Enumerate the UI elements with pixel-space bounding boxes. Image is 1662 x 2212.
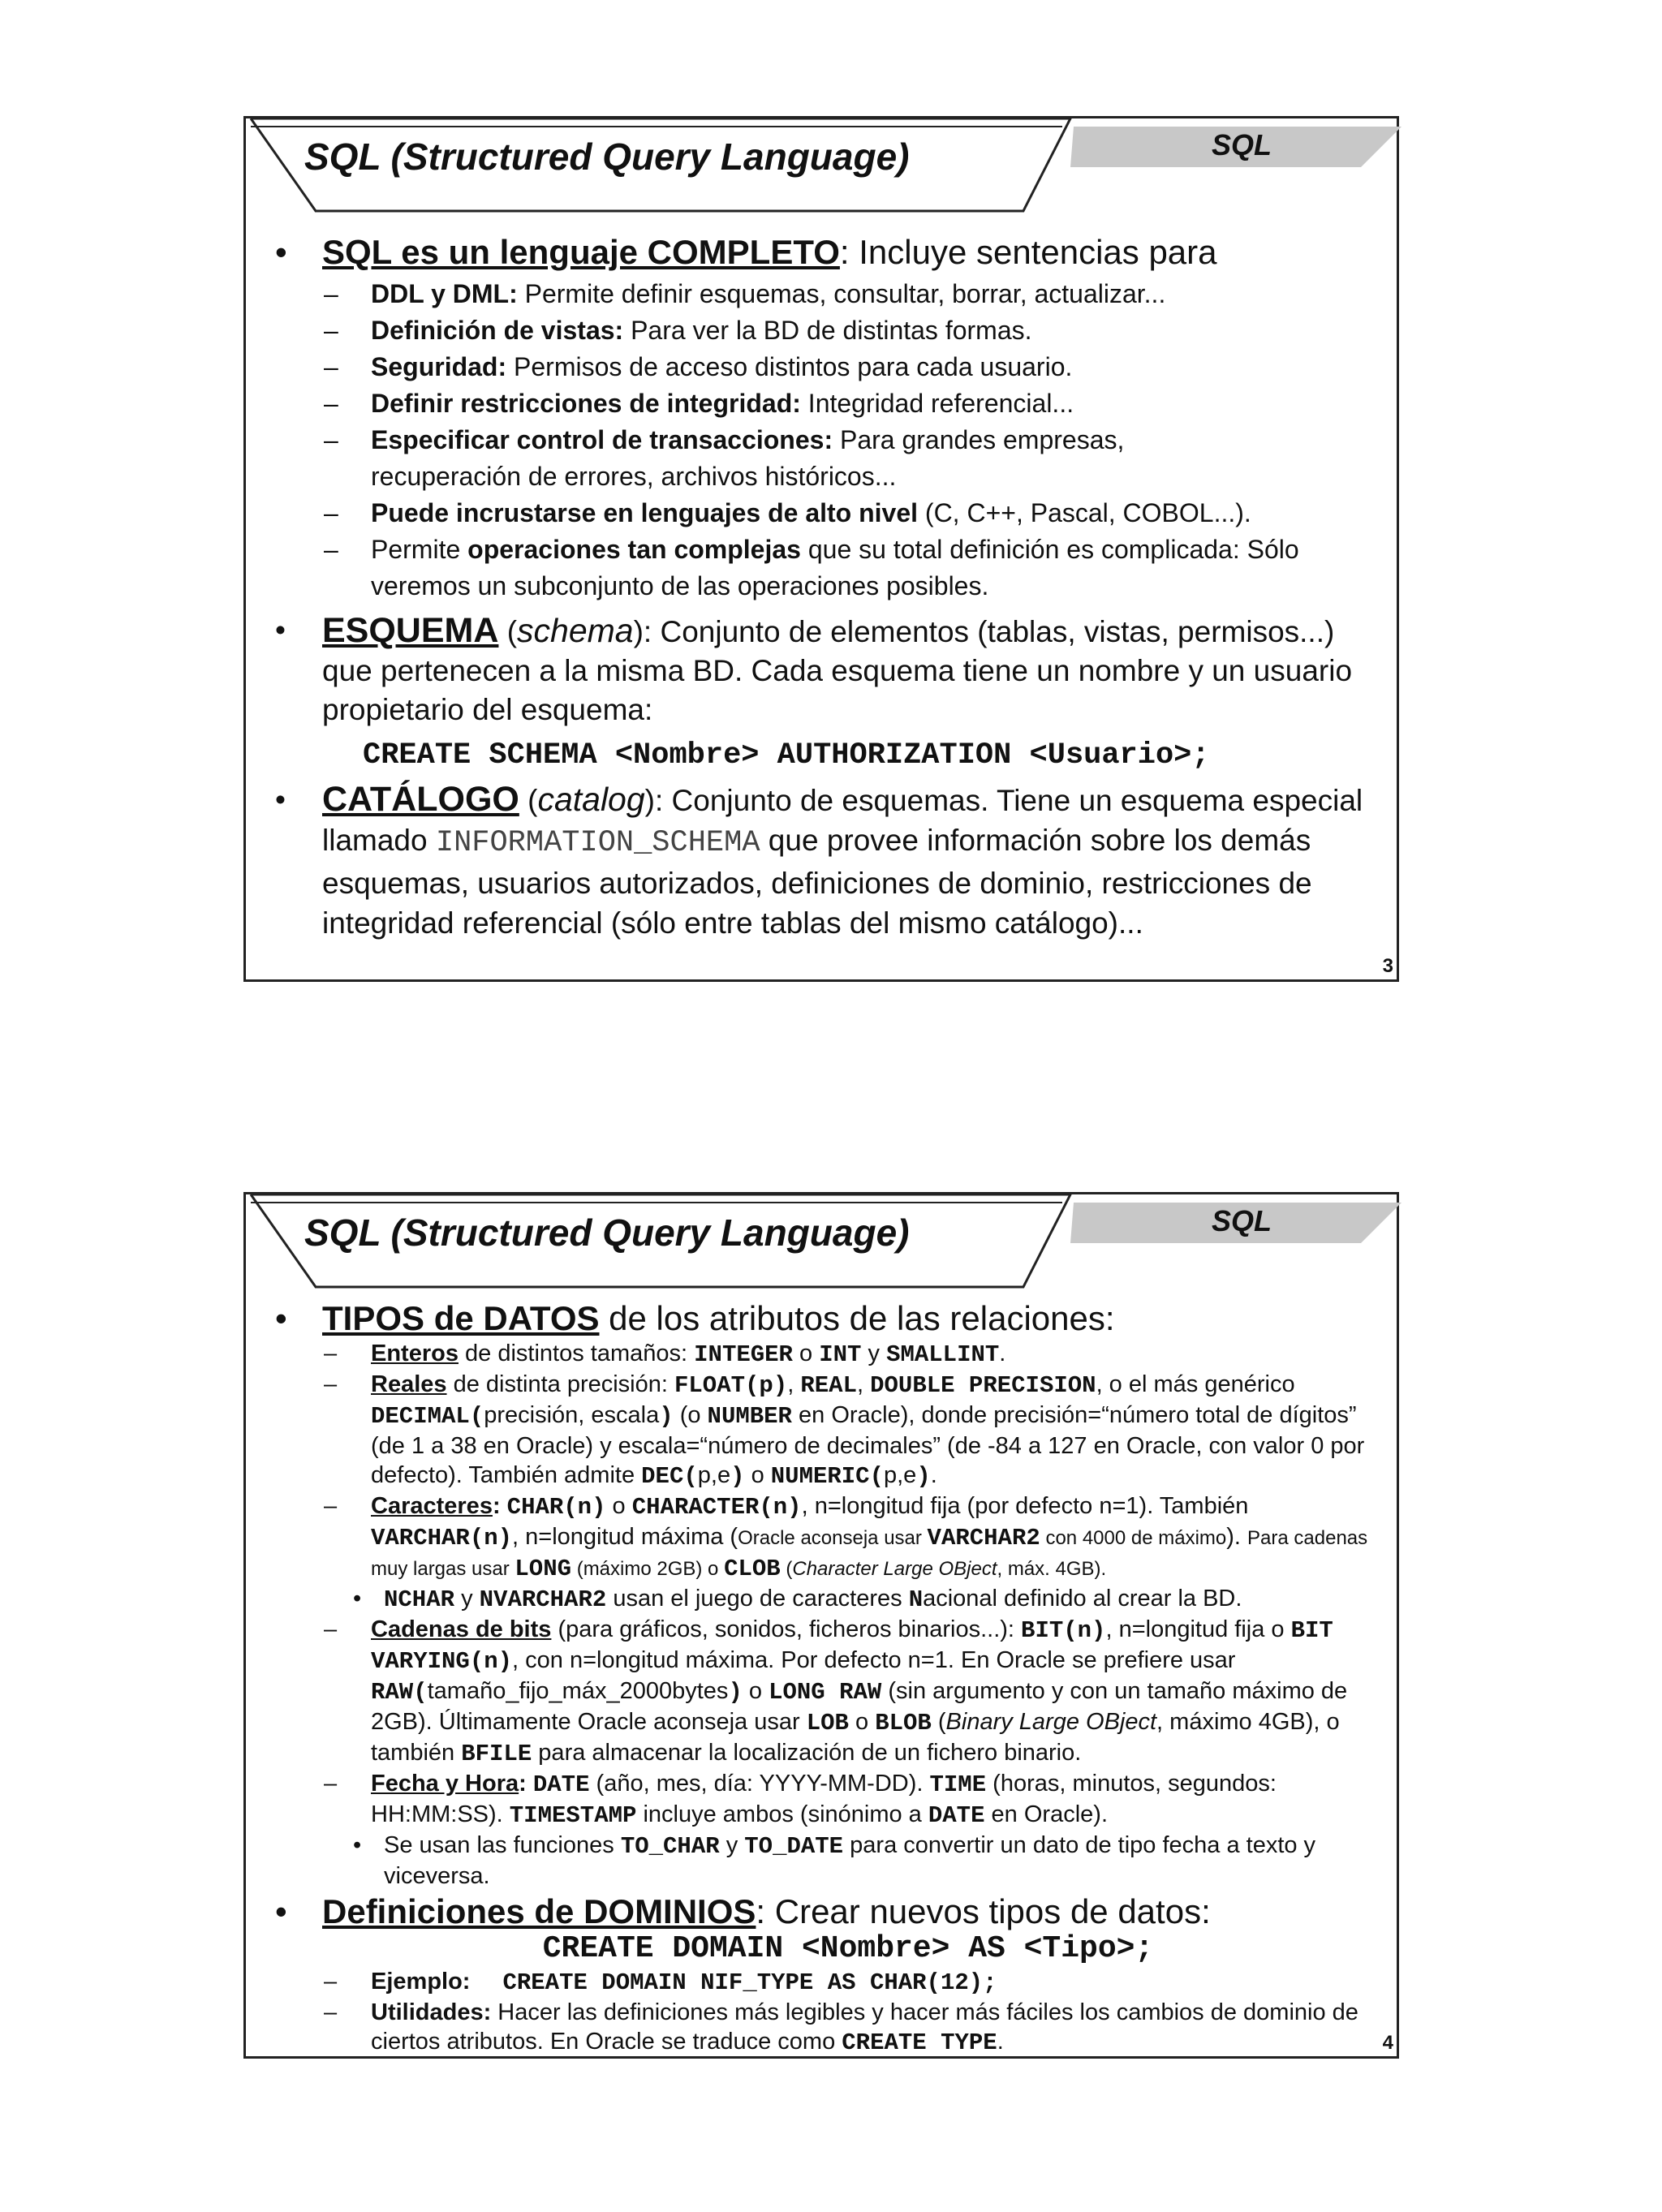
sublist-dominios bbox=[324, 1967, 1372, 2058]
slide-header bbox=[246, 118, 1402, 216]
list-item: – Caracteres: CHAR(n) o CHARACTER(n), n=longitud fija (por defecto n=1). También VARCHAR(n), n=longitud máxima (Oracle aconseja usar VARCHAR2 con 4000 de máximo). Para cadenas muy largas usar LONG (máximo 2GB) o CLOB (Character Large OBject, máx. 4GB). bbox=[324, 1493, 1368, 1582]
sub-list-item: • NCHAR y NVARCHAR2 usan el juego de caracteres Nacional definido al crear la BD. bbox=[353, 1586, 1242, 1613]
bullet-tipos-datos: • TIPOS de DATOS de los atributos de las relaciones: bbox=[275, 1299, 1115, 1337]
slide-header bbox=[246, 1194, 1402, 1292]
sublist-sentencias bbox=[324, 276, 1372, 605]
list-item: – Ejemplo: CREATE DOMAIN NIF_TYPE AS CHAR(12); bbox=[324, 1969, 997, 1996]
page-number: 3 bbox=[1382, 955, 1393, 977]
list-item: – Cadenas de bits (para gráficos, sonidos, ficheros binarios...): BIT(n), n=longitud fija o BIT VARYING(n), con n=longitud máxima. Por defecto n=1. En Oracle se prefiere usar RAW(tamaño_fijo_máx_2000bytes) o LONG RAW (sin argumento y con un tamaño máximo de 2GB). Últimamente Oracle aconseja usar LOB o BLOB (Binary Large OBject, máximo 4GB), o también BFILE para almacenar la localización de un fichero binario. bbox=[324, 1616, 1348, 1767]
code-create-schema: CREATE SCHEMA <Nombre> AUTHORIZATION <Usuario>; bbox=[363, 738, 1210, 772]
list-item: – Utilidades: Hacer las definiciones más legibles y hacer más fáciles los cambios de dominio de ciertos atributos. En Oracle se traduce como CREATE TYPE. bbox=[324, 1999, 1358, 2056]
sub-list-item: • Se usan las funciones TO_CHAR y TO_DATE para convertir un dato de tipo fecha a texto y viceversa. bbox=[353, 1832, 1316, 1889]
page-number: 4 bbox=[1382, 2032, 1393, 2054]
list-item: – Especificar control de transacciones: Para grandes empresas, recuperación de errores, archivos históricos... bbox=[324, 425, 1125, 491]
list-item: – Reales de distinta precisión: FLOAT(p), REAL, DOUBLE PRECISION, o el más genérico DECIMAL(precisión, escala) (o NUMBER en Oracle), donde precisión=“número total de dígitos” (de 1 a 38 en Oracle) y escala=“número de decimales” (de -84 a 127 en Oracle, con valor 0 por defecto). También admite DEC(p,e) o NUMERIC(p,e). bbox=[324, 1371, 1365, 1490]
slide-body bbox=[275, 1298, 1372, 2058]
section-tag: SQL bbox=[1212, 128, 1272, 161]
bullet-dominios: • Definiciones de DOMINIOS: Crear nuevos tipos de datos: bbox=[275, 1892, 1211, 1930]
bullet-esquema: • ESQUEMA (schema): Conjunto de elementos (tablas, vistas, permisos...) que pertenecen a la misma BD. Cada esquema tiene un nombre y un usuario propietario del esquema: bbox=[275, 611, 1353, 726]
bullet-sql-completo: • SQL es un lenguaje COMPLETO: Incluye sentencias para bbox=[275, 233, 1217, 271]
list-item: – Fecha y Hora: DATE (año, mes, día: YYYY-MM-DD). TIME (horas, minutos, segundos: HH:MM:SS). TIMESTAMP incluye ambos (sinónimo a DATE en Oracle). bbox=[324, 1771, 1277, 1829]
slide-4 bbox=[243, 1192, 1399, 2059]
list-item: – Seguridad: Permisos de acceso distintos para cada usuario. bbox=[324, 352, 1073, 381]
section-tag: SQL bbox=[1212, 1204, 1272, 1237]
slide-body bbox=[275, 232, 1372, 943]
bullet-catalogo: • CATÁLOGO (catalog): Conjunto de esquemas. Tiene un esquema especial llamado INFORMATION_SCHEMA que provee información sobre los demás esquemas, usuarios autorizados, definiciones de dominio, restricciones de integridad referencial (sólo entre tablas del mismo catálogo)... bbox=[275, 780, 1363, 940]
list-item: – Definición de vistas: Para ver la BD de distintas formas. bbox=[324, 316, 1032, 345]
sublist-tipos bbox=[324, 1339, 1372, 1891]
list-item: – Definir restricciones de integridad: Integridad referencial... bbox=[324, 389, 1074, 418]
list-item: – DDL y DML: Permite definir esquemas, consultar, borrar, actualizar... bbox=[324, 279, 1166, 308]
code-create-domain: CREATE DOMAIN <Nombre> AS <Tipo>; bbox=[542, 1931, 1154, 1966]
list-item: – Enteros de distintos tamaños: INTEGER o INT y SMALLINT. bbox=[324, 1341, 1006, 1368]
slide-title: SQL (Structured Query Language) bbox=[304, 136, 910, 178]
list-item: – Permite operaciones tan complejas que su total definición es complicada: Sólo veremos un subconjunto de las operaciones posibles. bbox=[324, 535, 1299, 600]
list-item: – Puede incrustarse en lenguajes de alto nivel (C, C++, Pascal, COBOL...). bbox=[324, 498, 1251, 527]
slide-title: SQL (Structured Query Language) bbox=[304, 1211, 910, 1254]
slide-3 bbox=[243, 116, 1399, 982]
